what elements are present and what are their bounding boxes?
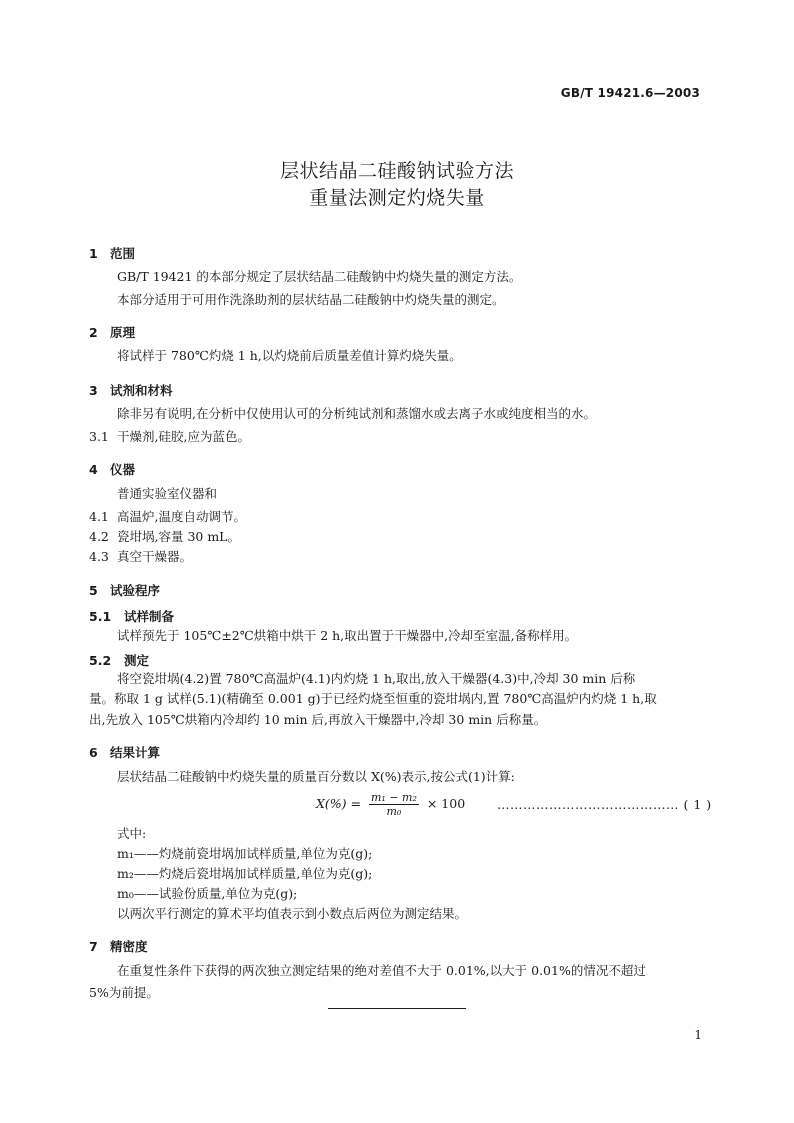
section-number: 7: [89, 939, 98, 954]
clause-4-3: [89, 549, 192, 565]
section-5-heading: [89, 581, 160, 599]
paragraph: 试样预先于 105℃±2℃烘箱中烘干 2 h,取出置于干燥器中,冷却至室温,备称样用。: [117, 628, 578, 643]
subsection-5-2-heading: [89, 651, 149, 669]
clause-4-2: [89, 529, 240, 545]
clause-number: 4.3: [89, 549, 109, 564]
section-3-heading: [89, 381, 173, 399]
section-2-heading: [89, 323, 135, 341]
where-label: 式中:: [117, 826, 147, 841]
variable-definition: m₀——试验份质量,单位为克(g);: [117, 886, 298, 901]
paragraph-line: 将空瓷坩埚(4.2)置 780℃高温炉(4.1)内灼烧 1 h,取出,放入干燥器(4.3)中,冷却 30 min 后称: [117, 671, 636, 686]
formula-denominator: m₀: [386, 805, 402, 818]
section-6-heading: [89, 743, 160, 761]
end-rule: [328, 1008, 466, 1009]
clause-number: 3.1: [89, 429, 109, 444]
paragraph-line: 在重复性条件下获得的两次独立测定结果的绝对差值不大于 0.01%,以大于 0.01%的情况不超过: [117, 963, 646, 978]
formula-numerator: m₁ − m₂: [370, 791, 417, 804]
section-number: 5: [89, 583, 98, 598]
paragraph: 普通实验室仪器和: [117, 486, 218, 501]
paragraph-line: 量。称取 1 g 试样(5.1)(精确至 0.001 g)于已经灼烧至恒重的瓷坩埚内,置 780℃高温炉内灼烧 1 h,取: [89, 691, 657, 706]
doc-title-line1: 层状结晶二硅酸钠试验方法: [279, 160, 514, 182]
section-title: 试验程序: [110, 583, 161, 598]
section-1-heading: [89, 244, 135, 262]
paragraph: 将试样于 780℃灼烧 1 h,以灼烧前后质量差值计算灼烧失量。: [117, 348, 462, 363]
paragraph: GB/T 19421 的本部分规定了层状结晶二硅酸钠中灼烧失量的测定方法。: [117, 269, 522, 284]
formula-rhs: × 100: [426, 796, 466, 811]
clause-text: 高温炉,温度自动调节。: [117, 509, 246, 524]
section-4-heading: [89, 460, 135, 478]
section-number: 2: [89, 325, 98, 340]
section-title: 试样制备: [124, 609, 175, 624]
section-number: 3: [89, 383, 98, 398]
clause-number: 4.1: [89, 509, 109, 524]
formula-fraction: [369, 791, 419, 818]
standard-code: GB/T 19421.6—2003: [560, 86, 700, 100]
paragraph-line: 5%为前提。: [89, 985, 159, 1000]
section-number: 5.1: [89, 609, 112, 624]
section-title: 测定: [124, 653, 150, 668]
clause-text: 瓷坩埚,容量 30 mL。: [117, 529, 240, 544]
section-title: 试剂和材料: [110, 383, 173, 398]
paragraph: 本部分适用于可用作洗涤助剂的层状结晶二硅酸钠中灼烧失量的测定。: [117, 292, 505, 307]
paragraph: 层状结晶二硅酸钠中灼烧失量的质量百分数以 X(%)表示,按公式(1)计算:: [117, 769, 515, 784]
formula-1: [316, 791, 465, 818]
paragraph: 除非另有说明,在分析中仅使用认可的分析纯试剂和蒸馏水或去离子水或纯度相当的水。: [117, 406, 596, 421]
section-title: 精密度: [110, 939, 148, 954]
formula-lhs: X(%) =: [316, 796, 361, 811]
section-number: 6: [89, 745, 98, 760]
section-number: 5.2: [89, 653, 112, 668]
section-number: 1: [89, 246, 98, 261]
variable-definition: m₁——灼烧前瓷坩埚加试样质量,单位为克(g);: [117, 846, 373, 861]
paragraph-line: 出,先放入 105℃烘箱内冷却约 10 min 后,再放入干燥器中,冷却 30 min 后称量。: [89, 712, 547, 727]
section-number: 4: [89, 462, 98, 477]
section-7-heading: [89, 937, 148, 955]
section-title: 仪器: [110, 462, 136, 477]
formula-number: …………………………………… ( 1 ): [497, 797, 712, 812]
clause-number: 4.2: [89, 529, 109, 544]
section-title: 结果计算: [110, 745, 161, 760]
clause-3-1: [89, 429, 250, 445]
variable-definition: m₂——灼烧后瓷坩埚加试样质量,单位为克(g);: [117, 866, 373, 881]
subsection-5-1-heading: [89, 607, 174, 625]
doc-title-line2: 重量法测定灼烧失量: [309, 187, 485, 209]
section-title: 原理: [110, 325, 136, 340]
page-number: 1: [694, 1028, 702, 1042]
clause-text: 干燥剂,硅胶,应为蓝色。: [117, 429, 250, 444]
section-title: 范围: [110, 246, 136, 261]
clause-text: 真空干燥器。: [117, 549, 193, 564]
clause-4-1: [89, 509, 246, 525]
paragraph: 以两次平行测定的算术平均值表示到小数点后两位为测定结果。: [117, 906, 468, 921]
